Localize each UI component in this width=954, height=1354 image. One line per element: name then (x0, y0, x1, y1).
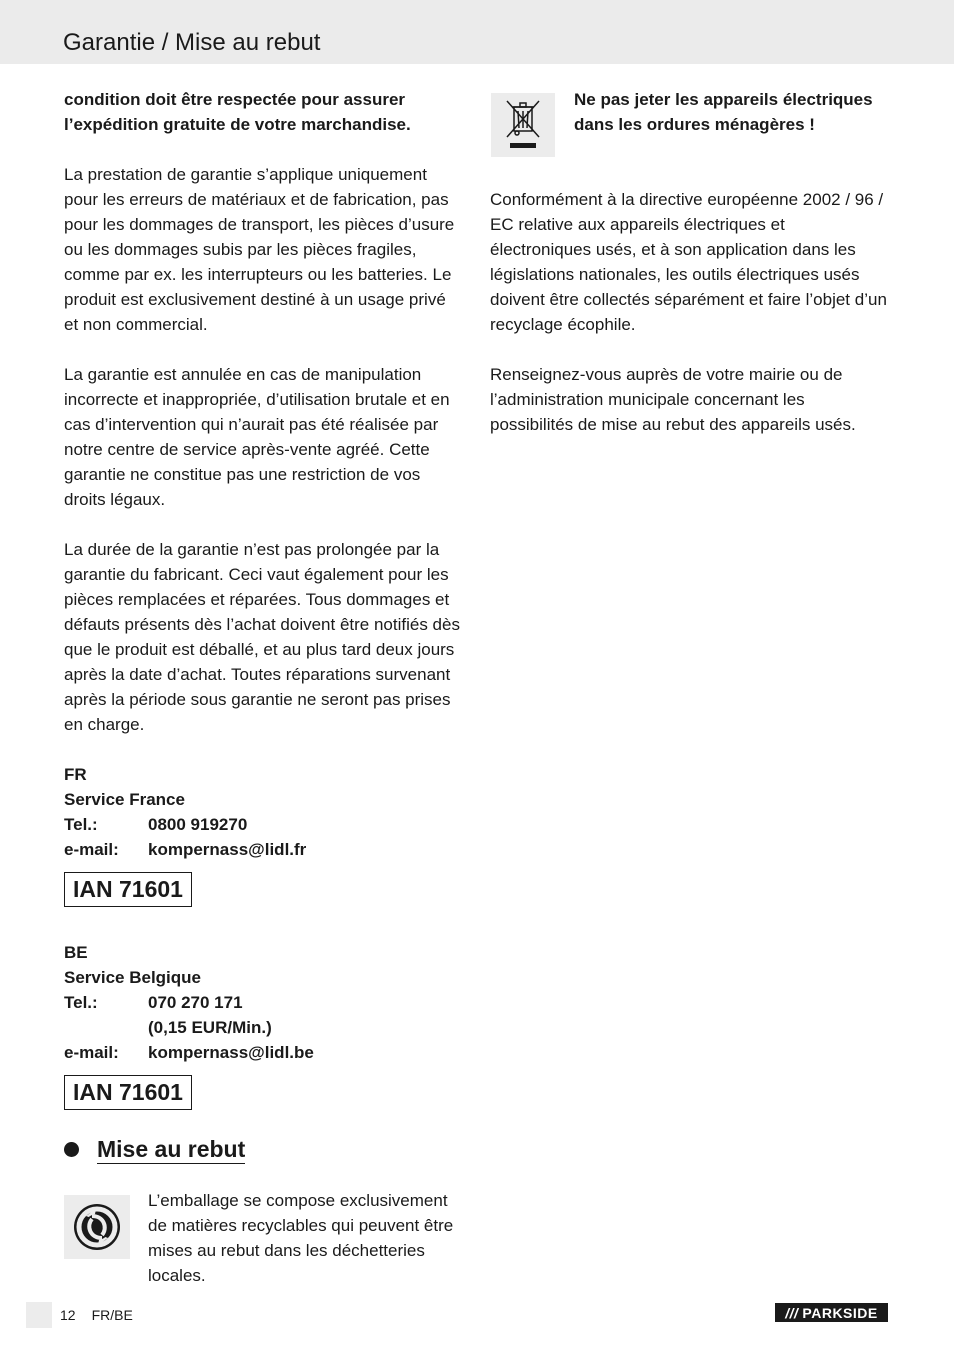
service-name-be: Service Belgique (64, 968, 202, 987)
warranty-paragraph-2: La garantie est annulée en cas de manipulation incorrecte et inappropriée, d’utilisation brutale et en cas d’intervention qui n’aurait pas été réalisée par notre centre de service après-vente agréé. Cette garantie ne constitue pas une restriction de vos droits légaux. (64, 365, 450, 509)
service-country-be: BE (64, 943, 88, 962)
footer-marker (26, 1302, 52, 1328)
disposal-title: Mise au rebut (97, 1135, 246, 1162)
tel-number-fr: 0800 919270 (148, 815, 248, 834)
weee-paragraph-1: Conformément à la directive européenne 2002 / 96 / EC relative aux appareils électriques et électroniques usés, et à son application dans les législations nationales, les outils électriques usés doivent être collectés séparément et faire l’objet d’un recyclage écophile. (490, 190, 887, 334)
weee-paragraph-2: Renseignez-vous auprès de votre mairie ou de l’administration municipale concernant les possibilités de mise au rebut des appareils usés. (490, 365, 856, 434)
ian-box-be: IAN 71601 (64, 1075, 192, 1110)
parkside-logo (775, 1303, 888, 1322)
page-title: Garantie / Mise au rebut (63, 29, 321, 56)
weee-heading: Ne pas jeter les appareils électriques dans les ordures ménagères ! (574, 90, 873, 134)
email-be: kompernass@lidl.be (148, 1043, 314, 1062)
page-number: 12 (60, 1307, 76, 1323)
warranty-paragraph-3: La durée de la garantie n’est pas prolongée par la garantie du fabricant. Ceci vaut également pour les pièces remplacées et réparées. Tous dommages et défauts présents dès l’achat doivent être notifiés dès que le produit est déballé, et au plus tard deux jours après la date d’achat. Toutes réparations survenant après la période sous garantie ne seront pas prises en charge. (64, 540, 460, 734)
tel-rate-be: (0,15 EUR/Min.) (148, 1018, 272, 1037)
email-fr: kompernass@lidl.fr (148, 840, 307, 859)
footer-page-info (26, 1302, 133, 1328)
header-bar (0, 0, 954, 64)
packaging-text-block (148, 1188, 468, 1288)
tel-label: Tel.: (64, 815, 98, 834)
green-dot-recycling-icon (64, 1195, 130, 1259)
weee-text-block (490, 187, 890, 437)
service-country-fr: FR (64, 765, 87, 784)
service-name-fr: Service France (64, 790, 185, 809)
ian-box-fr: IAN 71601 (64, 872, 192, 907)
crossed-out-bin-icon (491, 93, 555, 157)
brand-name: PARKSIDE (802, 1304, 878, 1321)
tel-number-be: 070 270 171 (148, 993, 243, 1012)
intro-bold-text: condition doit être respectée pour assurer l’expédition gratuite de votre marchandise. (64, 90, 411, 134)
bullet-icon (64, 1142, 79, 1157)
weee-heading-block (574, 87, 894, 137)
language-code: FR/BE (91, 1307, 133, 1323)
email-label: e-mail: (64, 840, 119, 859)
tel-label: Tel.: (64, 993, 98, 1012)
packaging-text: L’emballage se compose exclusivement de matières recyclables qui peuvent être mises au rebut dans les déchetteries locales. (148, 1191, 454, 1285)
service-belgique-block (64, 940, 464, 1110)
email-label: e-mail: (64, 1043, 119, 1062)
warranty-paragraph-1: La prestation de garantie s’applique uniquement pour les erreurs de matériaux et de fabrication, pas pour les dommages de transport, les pièces d’usure ou les dommages subis par les pièces fragiles, comme par ex. les interrupteurs ou les batteries. Le produit est exclusivement destiné à un usage privé et non commercial. (64, 165, 455, 334)
left-column (64, 87, 464, 1110)
disposal-heading (64, 1134, 245, 1164)
logo-slashes: /// (785, 1304, 799, 1321)
service-france-block (64, 762, 464, 907)
